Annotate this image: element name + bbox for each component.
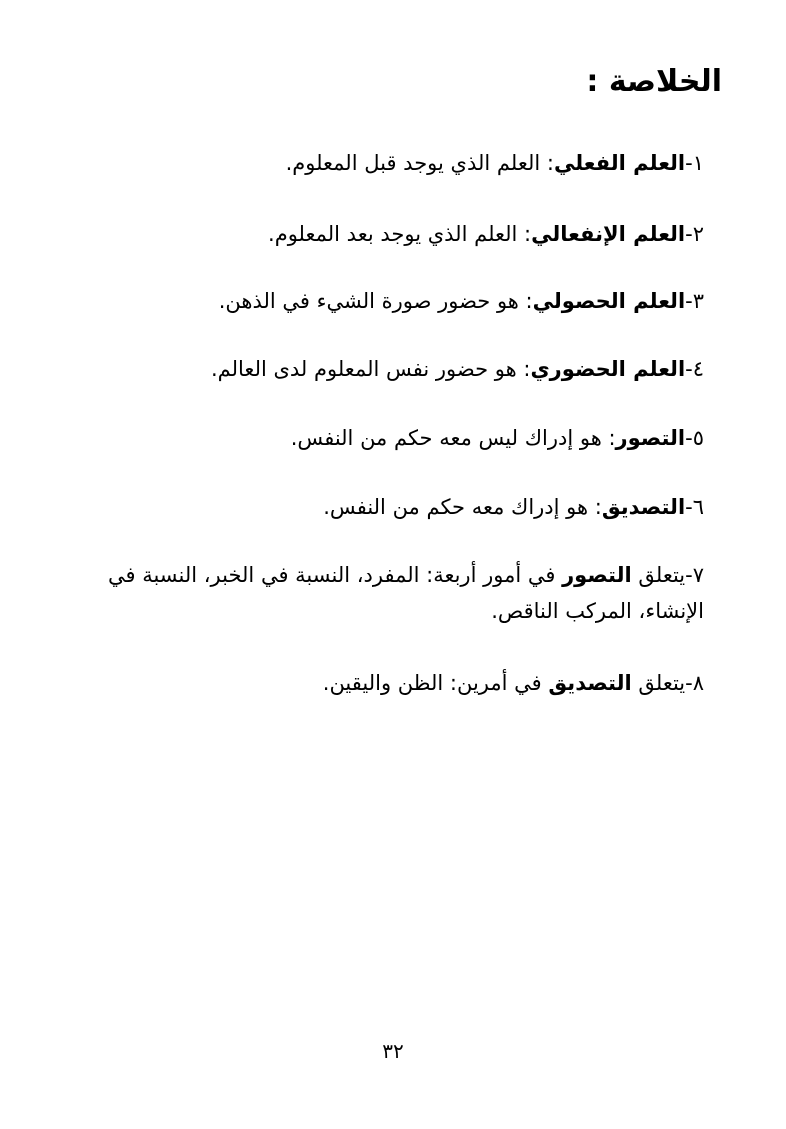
item-text: : هو حضور نفس المعلوم لدى العالم. [210, 357, 531, 381]
item-term: العلم الحضوري [530, 357, 686, 381]
item-text: : هو إدراك ليس معه حكم من النفس. [290, 426, 616, 450]
item-term: العلم الفعلي [553, 151, 686, 175]
item-prefix: يتعلق [631, 563, 686, 587]
summary-item-7 [56, 557, 704, 629]
item-term: العلم الحصولي [532, 289, 686, 313]
item-number: ٤- [685, 357, 704, 381]
item-text: : هو إدراك معه حكم من النفس. [323, 495, 602, 519]
summary-item-4 [211, 352, 704, 386]
item-number: ١- [685, 151, 704, 175]
item-term: التصور [615, 426, 686, 450]
item-text: في أمرين: الظن واليقين. [322, 671, 549, 695]
summary-item-2 [268, 217, 704, 251]
summary-item-5 [291, 421, 704, 455]
item-number: ٥- [685, 426, 704, 450]
item-text: : العلم الذي يوجد بعد المعلوم. [268, 222, 532, 246]
item-term: التصديق [601, 495, 686, 519]
page-title: الخلاصة : [586, 64, 722, 99]
item-text: في أمور أربعة: المفرد، النسبة في الخبر، النسبة في الإنشاء، المركب الناقص. [107, 563, 704, 623]
page-number: ٣٢ [382, 1039, 404, 1063]
summary-item-6 [323, 490, 704, 524]
item-number: ٢- [685, 222, 704, 246]
item-number: ٧- [685, 563, 704, 587]
item-text: : هو حضور صورة الشيء في الذهن. [218, 289, 533, 313]
item-term: التصديق [548, 671, 632, 695]
item-term: العلم الإنفعالي [531, 222, 686, 246]
summary-item-1 [286, 146, 704, 180]
item-number: ٦- [685, 495, 704, 519]
item-number: ٨- [685, 671, 704, 695]
item-number: ٣- [685, 289, 704, 313]
item-prefix: يتعلق [631, 671, 686, 695]
item-term: التصور [562, 563, 632, 587]
summary-item-8 [323, 666, 704, 700]
summary-item-3 [219, 284, 704, 318]
item-text: : العلم الذي يوجد قبل المعلوم. [285, 151, 554, 175]
